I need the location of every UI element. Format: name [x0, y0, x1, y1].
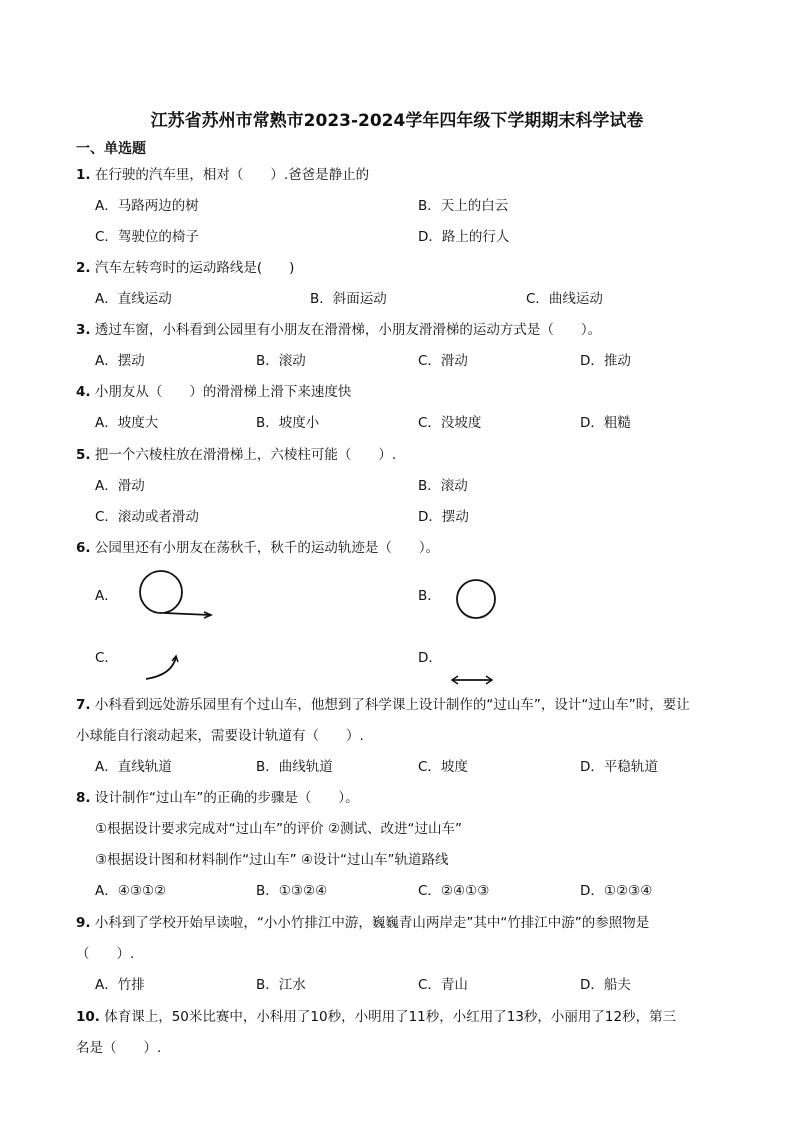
- question-3: [76, 321, 601, 339]
- question-text: 小科到了学校开始早读啦，“小小竹排江中游，巍巍青山两岸走”其中“竹排江中游”的参照物是: [94, 915, 650, 931]
- question-10: [76, 1008, 676, 1026]
- option-a[interactable]: A．: [95, 588, 118, 604]
- option-b[interactable]: B．滚动: [256, 353, 306, 369]
- question-number: 3.: [76, 322, 91, 338]
- question-text: 公园里还有小朋友在荡秋千，秋千的运动轨迹是（ ）。: [94, 540, 440, 556]
- question-text: 体育课上，50米比赛中，小科用了10秒，小明用了11秒，小红用了13秒，小丽用了12秒，第三: [104, 1009, 677, 1025]
- question-4: [76, 383, 351, 401]
- option-a[interactable]: A．滑动: [95, 478, 145, 494]
- option-a[interactable]: A．马路两边的树: [95, 198, 199, 214]
- option-c[interactable]: C．驾驶位的椅子: [95, 229, 199, 245]
- option-a[interactable]: A．坡度大: [95, 415, 159, 431]
- option-b[interactable]: B．滚动: [418, 478, 468, 494]
- option-d[interactable]: D．推动: [580, 353, 631, 369]
- circle-figure: [454, 577, 500, 621]
- arc-arrow-figure: [142, 653, 182, 683]
- circle-with-tail-figure: [138, 568, 218, 624]
- question-text: 透过车窗，小科看到公园里有小朋友在滑滑梯，小朋友滑滑梯的运动方式是（ ）。: [94, 322, 602, 338]
- question-number: 6.: [76, 540, 91, 556]
- step-list-line-1: ①根据设计要求完成对“过山车”的评价 ②测试、改进“过山车”: [95, 821, 462, 837]
- option-a[interactable]: A．竹排: [95, 977, 145, 993]
- question-9: [76, 914, 649, 932]
- question-number: 7.: [76, 697, 91, 713]
- question-number: 2.: [76, 260, 91, 276]
- option-b[interactable]: B．坡度小: [256, 415, 320, 431]
- step-list-line-2: ③根据设计图和材料制作“过山车” ④设计“过山车”轨道路线: [95, 852, 449, 868]
- question-text: 汽车左转弯时的运动路线是( ): [94, 260, 295, 276]
- option-d[interactable]: D．平稳轨道: [580, 759, 658, 775]
- option-d[interactable]: D．粗糙: [580, 415, 631, 431]
- option-b[interactable]: B．江水: [256, 977, 306, 993]
- option-d[interactable]: D．路上的行人: [418, 229, 510, 245]
- question-number: 5.: [76, 447, 91, 463]
- option-d[interactable]: D．船夫: [580, 977, 631, 993]
- option-c[interactable]: C．曲线运动: [526, 291, 603, 307]
- option-b[interactable]: B．①③②④: [256, 883, 328, 899]
- section-heading: 一、单选题: [76, 141, 146, 157]
- option-b[interactable]: B．天上的白云: [418, 198, 509, 214]
- question-text: 设计制作“过山车”的正确的步骤是（ ）。: [94, 790, 359, 806]
- option-c[interactable]: C．②④①③: [418, 883, 490, 899]
- option-d[interactable]: D．摆动: [418, 509, 469, 525]
- question-text: 小科看到远处游乐园里有个过山车，他想到了科学课上设计制作的“过山车”，设计“过山车”时，要让: [94, 697, 690, 713]
- question-5: [76, 446, 396, 464]
- option-c[interactable]: C．滚动或者滑动: [95, 509, 199, 525]
- option-c[interactable]: C．青山: [418, 977, 468, 993]
- question-7: [76, 696, 690, 714]
- option-b[interactable]: B．: [418, 588, 441, 604]
- option-d[interactable]: D．: [418, 650, 442, 666]
- question-2: [76, 259, 294, 277]
- option-c[interactable]: C．: [95, 650, 118, 666]
- option-c[interactable]: C．滑动: [418, 353, 468, 369]
- option-a[interactable]: A．直线运动: [95, 291, 172, 307]
- question-number: 9.: [76, 915, 91, 931]
- question-text: 把一个六棱柱放在滑滑梯上，六棱柱可能（ ）.: [94, 447, 397, 463]
- option-b[interactable]: B．曲线轨道: [256, 759, 333, 775]
- option-a[interactable]: A．④③①②: [95, 883, 167, 899]
- question-number: 1.: [76, 167, 91, 183]
- question-1: [76, 166, 369, 184]
- question-text: 在行驶的汽车里，相对（ ）.爸爸是静止的: [94, 167, 370, 183]
- question-text: 小朋友从（ ）的滑滑梯上滑下来速度快: [94, 384, 352, 400]
- question-6: [76, 539, 439, 557]
- double-arrow-figure: [450, 674, 494, 686]
- question-number: 4.: [76, 384, 91, 400]
- question-number: 8.: [76, 790, 91, 806]
- question-10-continued: 名是（ ）.: [76, 1040, 162, 1056]
- option-a[interactable]: A．摆动: [95, 353, 145, 369]
- page-title: 江苏省苏州市常熟市2023-2024学年四年级下学期期末科学试卷: [150, 111, 644, 131]
- option-c[interactable]: C．没坡度: [418, 415, 482, 431]
- question-7-continued: 小球能自行滚动起来，需要设计轨道有（ ）.: [76, 728, 364, 744]
- option-d[interactable]: D．①②③④: [580, 883, 653, 899]
- question-9-continued: （ ）.: [76, 946, 135, 962]
- question-8: [76, 789, 359, 807]
- question-number: 10.: [76, 1009, 100, 1025]
- option-b[interactable]: B．斜面运动: [310, 291, 387, 307]
- option-a[interactable]: A．直线轨道: [95, 759, 172, 775]
- option-c[interactable]: C．坡度: [418, 759, 468, 775]
